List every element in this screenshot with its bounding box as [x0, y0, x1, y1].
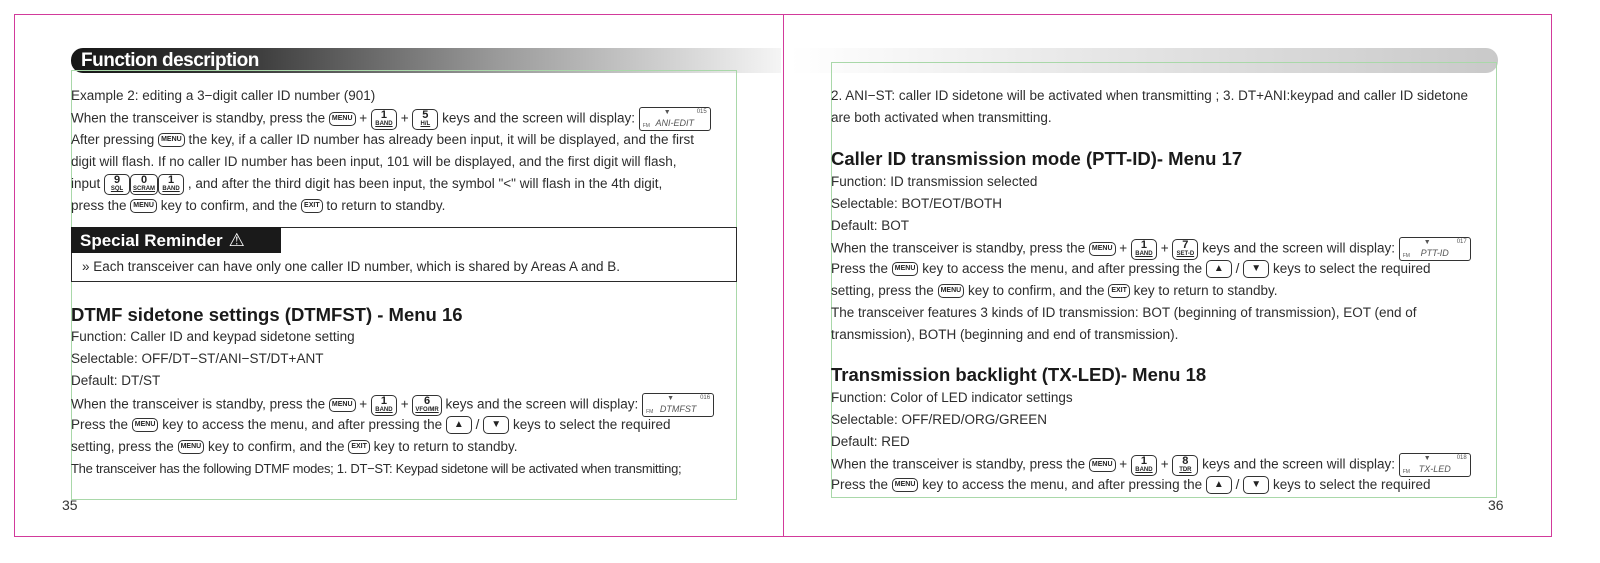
text: key to confirm, and the — [967, 283, 1105, 298]
text: key to access the menu, and after pressing the — [922, 261, 1203, 276]
special-reminder-title: Special Reminder ⚠ — [71, 227, 281, 253]
menu-key: MENU — [1089, 242, 1116, 256]
text: keys and the screen will display: — [1202, 456, 1395, 472]
menu-key: MENU — [892, 262, 919, 276]
menu17-line-4: The transceiver features 3 kinds of ID transmission: BOT (beginning of transmission), EOT (end of — [831, 305, 1417, 320]
key-8-tdr: 8 TDR — [1172, 455, 1198, 476]
text: to return to standby. — [326, 198, 446, 213]
menu18-default: Default: RED — [831, 434, 910, 449]
example-line-1 — [71, 107, 711, 131]
up-arrow-key: ▲ — [446, 416, 472, 434]
text: , and after the third digit has been input, the symbol "<" will flash in the 4th digit, — [187, 176, 663, 192]
plus: + — [1160, 456, 1169, 472]
down-arrow-key: ▼ — [1243, 476, 1269, 494]
page-number-right: 36 — [1488, 497, 1504, 513]
section-title-menu-16: DTMF sidetone settings (DTMFST) - Menu 16 — [71, 304, 463, 325]
menu18-selectable: Selectable: OFF/RED/ORG/GREEN — [831, 412, 1048, 427]
key-7-setd: 7 SET-D — [1172, 239, 1198, 260]
menu16-selectable: Selectable: OFF/DT−ST/ANI−ST/DT+ANT — [71, 351, 324, 366]
plus: + — [1119, 456, 1128, 472]
example-line-3: digit will flash. If no caller ID number has been input, 101 will be displayed, and the first digit will flash, — [71, 154, 677, 169]
exit-key: EXIT — [348, 440, 370, 454]
menu16-line-3 — [71, 437, 517, 457]
exit-key: EXIT — [301, 199, 323, 213]
text: Press the — [71, 417, 129, 432]
key-1-band: 1 BAND — [371, 395, 397, 416]
menu-key: MENU — [329, 112, 356, 126]
text: keys and the screen will display: — [442, 110, 635, 126]
key-1-band: 1 BAND — [1131, 455, 1157, 476]
text: After pressing — [71, 132, 155, 147]
text: keys to select the required — [512, 417, 671, 432]
menu-key: MENU — [892, 478, 919, 492]
menu17-function: Function: ID transmission selected — [831, 174, 1038, 189]
slash: / — [1235, 477, 1240, 492]
text: setting, press the — [831, 283, 934, 298]
key-1-band: 1 BAND — [371, 109, 397, 130]
menu17-line-3 — [831, 281, 1277, 301]
key-1-band: 1 BAND — [1131, 239, 1157, 260]
slash: / — [1235, 261, 1240, 276]
menu-key: MENU — [158, 133, 185, 147]
plus: + — [400, 396, 409, 412]
key-1-band: 1 BAND — [158, 174, 184, 195]
text: When the transceiver is standby, press the — [831, 240, 1086, 256]
lcd-display-ptt-id: ▼ 017 FM PTT-ID — [1399, 237, 1471, 261]
down-arrow-key: ▼ — [1243, 260, 1269, 278]
menu-key: MENU — [178, 440, 205, 454]
text: key to access the menu, and after pressing the — [922, 477, 1203, 492]
menu-key: MENU — [130, 199, 157, 213]
lcd-display-tx-led: ▼ 018 FM TX-LED — [1399, 453, 1471, 477]
menu-key: MENU — [329, 398, 356, 412]
lcd-display-ani-edit: ▼ 015 FM ANI-EDIT — [639, 107, 711, 131]
text: the key, if a caller ID number has already been input, it will be displayed, and the first — [188, 132, 694, 147]
text: key to confirm, and the — [160, 198, 298, 213]
text: When the transceiver is standby, press the — [71, 396, 326, 412]
text: Press the — [831, 477, 889, 492]
page-fold — [783, 14, 784, 537]
key-9-sql: 9 SQL — [104, 174, 130, 195]
lcd-display-dtmfst: ▼ 016 FM DTMFST — [642, 393, 714, 417]
text: key to confirm, and the — [207, 439, 345, 454]
plus: + — [359, 110, 368, 126]
key-0-scram: 0 SCRAM — [130, 174, 158, 195]
down-arrow-key: ▼ — [483, 416, 509, 434]
plus: + — [1160, 240, 1169, 256]
text: keys to select the required — [1272, 477, 1431, 492]
key-5-hl: 5 H/L — [412, 109, 438, 130]
special-reminder-text: » Each transceiver can have only one caller ID number, which is shared by Areas A and B. — [82, 259, 621, 274]
menu17-line-2 — [831, 259, 1431, 279]
example-line-4 — [71, 174, 662, 195]
continued-line-2: are both activated when transmitting. — [831, 110, 1052, 125]
menu18-line-1 — [831, 453, 1471, 477]
menu17-line-1 — [831, 237, 1471, 261]
up-arrow-key: ▲ — [1206, 260, 1232, 278]
menu18-function: Function: Color of LED indicator settings — [831, 390, 1073, 405]
example-line-5 — [71, 196, 445, 216]
continued-line-1: 2. ANI−ST: caller ID sidetone will be activated when transmitting ; 3. DT+ANI:keypad and caller ID sidetone — [831, 88, 1469, 103]
menu16-line-1 — [71, 393, 714, 417]
menu-key: MENU — [1089, 458, 1116, 472]
warning-triangle-icon: ⚠ — [228, 230, 245, 250]
section-title-menu-17: Caller ID transmission mode (PTT-ID)- Menu 17 — [831, 148, 1243, 169]
slash: / — [475, 417, 480, 432]
up-arrow-key: ▲ — [1206, 476, 1232, 494]
plus: + — [400, 110, 409, 126]
text: Press the — [831, 261, 889, 276]
text: setting, press the — [71, 439, 174, 454]
menu16-line-2 — [71, 415, 671, 435]
plus: + — [1119, 240, 1128, 256]
exit-key: EXIT — [1108, 284, 1130, 298]
text: input — [71, 176, 101, 192]
text: press the — [71, 198, 127, 213]
menu16-default: Default: DT/ST — [71, 373, 161, 388]
text: key to return to standby. — [373, 439, 518, 454]
text: key to return to standby. — [1133, 283, 1278, 298]
menu-key: MENU — [938, 284, 965, 298]
menu16-line-4: The transceiver has the following DTMF modes; 1. DT−ST: Keypad sidetone will be activated when transmitting; — [71, 461, 682, 476]
text: When the transceiver is standby, press the — [71, 110, 326, 126]
text: keys to select the required — [1272, 261, 1431, 276]
menu17-line-5: transmission), BOTH (beginning and end of transmission). — [831, 327, 1179, 342]
example-title: Example 2: editing a 3−digit caller ID number (901) — [71, 88, 376, 103]
menu17-default: Default: BOT — [831, 218, 910, 233]
text: keys and the screen will display: — [445, 396, 639, 412]
menu18-line-2 — [831, 475, 1431, 495]
menu-key: MENU — [132, 418, 159, 432]
section-title-menu-18: Transmission backlight (TX-LED)- Menu 18 — [831, 364, 1207, 385]
menu17-selectable: Selectable: BOT/EOT/BOTH — [831, 196, 1003, 211]
text: key to access the menu, and after pressing the — [162, 417, 443, 432]
plus: + — [359, 396, 368, 412]
key-6-vfomr: 6 VFO/MR — [412, 395, 441, 416]
page-number-left: 35 — [62, 497, 78, 513]
text: keys and the screen will display: — [1202, 240, 1395, 256]
header-title: Function description — [81, 50, 259, 71]
text: When the transceiver is standby, press the — [831, 456, 1086, 472]
menu16-function: Function: Caller ID and keypad sidetone setting — [71, 329, 355, 344]
example-line-2 — [71, 130, 694, 150]
